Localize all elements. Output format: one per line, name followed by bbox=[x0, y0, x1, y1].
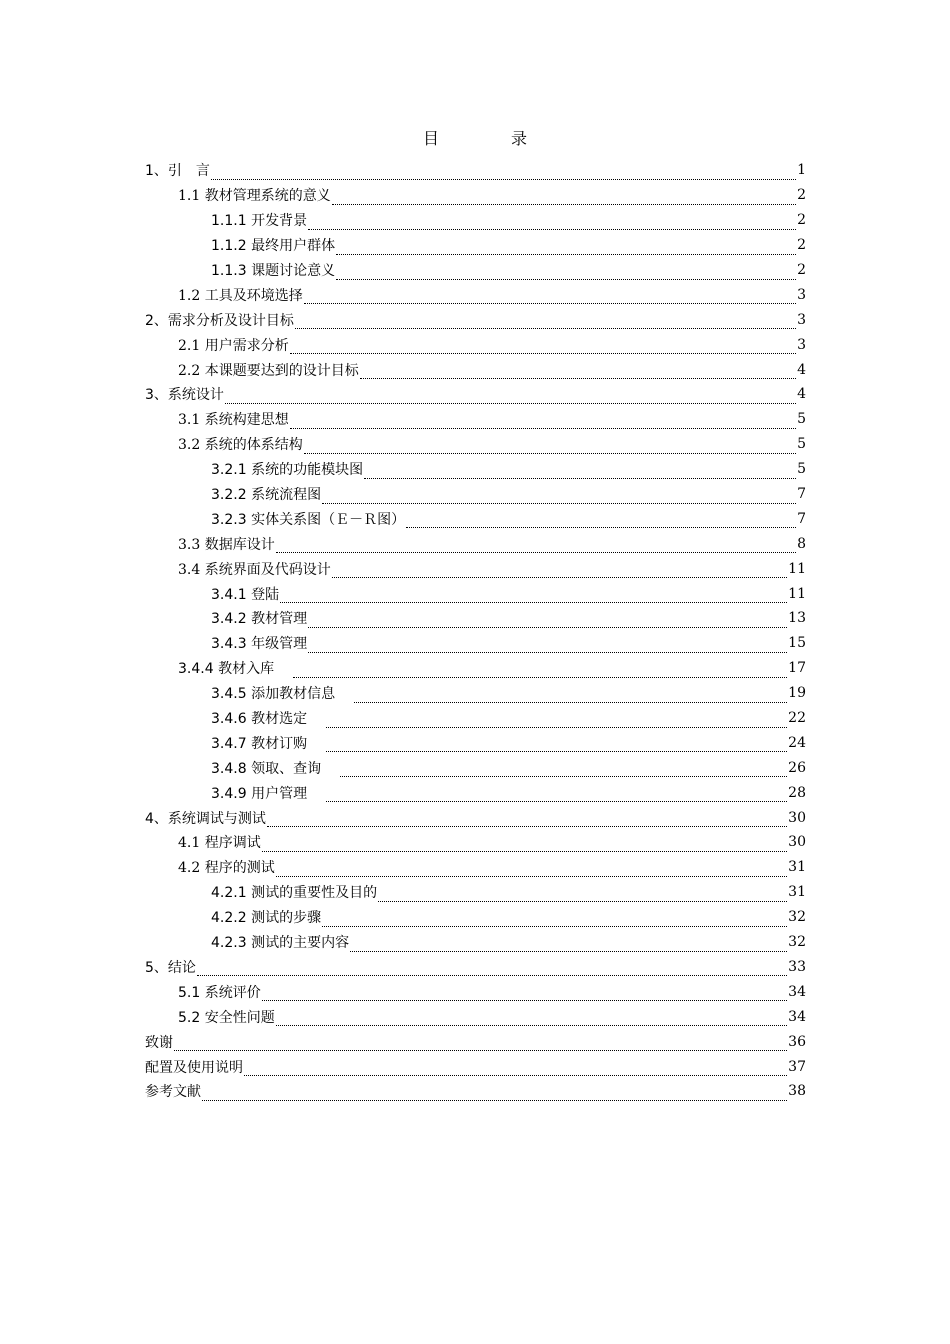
toc-entry-page-number: 34 bbox=[788, 1008, 806, 1025]
toc-entry-page-number: 5 bbox=[797, 461, 806, 478]
toc-entry-page-number: 38 bbox=[788, 1083, 806, 1100]
toc-entry-title: 参考文献 bbox=[145, 1084, 201, 1101]
toc-entry-title: 配置及使用说明 bbox=[145, 1059, 243, 1076]
toc-entry[interactable] bbox=[145, 258, 806, 283]
toc-entry-page-number: 2 bbox=[797, 212, 806, 229]
dot-leader bbox=[276, 862, 787, 877]
toc-entry-title: 3.1 系统构建思想 bbox=[178, 412, 289, 429]
toc-entry-page-number: 5 bbox=[797, 436, 806, 453]
toc-entry-title: 3.4.2 教材管理 bbox=[211, 611, 308, 628]
dot-leader bbox=[276, 538, 796, 553]
dot-leader bbox=[308, 613, 787, 628]
toc-entry-page-number: 31 bbox=[788, 859, 806, 876]
toc-entry[interactable] bbox=[145, 905, 806, 930]
toc-entry-page-number: 28 bbox=[788, 784, 806, 801]
toc-entry-title: 1、引 言 bbox=[145, 163, 210, 180]
dot-leader bbox=[354, 688, 787, 703]
toc-entry-title: 5、结论 bbox=[145, 959, 196, 976]
toc-entry-page-number: 32 bbox=[788, 909, 806, 926]
toc-entry-title: 3、系统设计 bbox=[145, 387, 224, 404]
toc-entry-title: 5.2 安全性问题 bbox=[178, 1009, 275, 1026]
dot-leader bbox=[326, 737, 787, 752]
toc-entry[interactable] bbox=[145, 1054, 806, 1079]
toc-entry-page-number: 2 bbox=[797, 262, 806, 278]
toc-entry[interactable] bbox=[145, 357, 806, 382]
dot-leader bbox=[290, 339, 796, 354]
toc-entry-title: 4.2 程序的测试 bbox=[178, 860, 275, 877]
toc-entry[interactable] bbox=[145, 581, 806, 606]
table-of-contents bbox=[145, 158, 806, 1104]
dot-leader bbox=[293, 663, 787, 678]
toc-entry[interactable] bbox=[145, 158, 806, 183]
toc-title: 目 录 bbox=[422, 129, 555, 148]
toc-entry[interactable] bbox=[145, 382, 806, 407]
toc-entry-page-number: 7 bbox=[797, 486, 806, 503]
toc-entry[interactable] bbox=[145, 407, 806, 432]
toc-entry-title: 1.2 工具及环境选择 bbox=[178, 287, 303, 304]
dot-leader bbox=[378, 887, 787, 902]
dot-leader bbox=[197, 961, 787, 976]
dot-leader bbox=[276, 1011, 787, 1026]
toc-entry-title: 3.4 系统界面及代码设计 bbox=[178, 561, 331, 578]
toc-entry-page-number: 4 bbox=[797, 386, 806, 403]
dot-leader bbox=[280, 588, 787, 603]
dot-leader bbox=[360, 364, 796, 379]
dot-leader bbox=[244, 1061, 787, 1076]
dot-leader bbox=[225, 389, 796, 404]
toc-entry-page-number: 1 bbox=[797, 162, 806, 179]
toc-entry-page-number: 36 bbox=[788, 1033, 806, 1050]
toc-entry[interactable] bbox=[145, 1004, 806, 1029]
dot-leader bbox=[350, 937, 787, 952]
toc-entry[interactable] bbox=[145, 1079, 806, 1104]
toc-entry-title: 致谢 bbox=[145, 1034, 173, 1051]
toc-entry-title: 2.1 用户需求分析 bbox=[178, 337, 289, 354]
toc-entry-page-number: 30 bbox=[788, 834, 806, 851]
toc-entry[interactable] bbox=[145, 755, 806, 780]
toc-entry-title: 3.4.9 用户管理 bbox=[211, 785, 308, 802]
toc-entry[interactable] bbox=[145, 208, 806, 233]
toc-entry-title: 2、需求分析及设计目标 bbox=[145, 312, 294, 329]
toc-entry[interactable] bbox=[145, 482, 806, 507]
toc-entry-title: 1.1 教材管理系统的意义 bbox=[178, 188, 331, 205]
toc-entry-page-number: 30 bbox=[788, 809, 806, 826]
dot-leader bbox=[304, 289, 796, 304]
dot-leader bbox=[308, 215, 796, 230]
toc-entry-page-number: 3 bbox=[797, 311, 806, 328]
toc-entry-title: 4.2.3 测试的主要内容 bbox=[211, 935, 350, 952]
toc-entry-title: 3.2.3 实体关系图（Ｅ－Ｒ图） bbox=[211, 511, 406, 528]
dot-leader bbox=[211, 165, 796, 180]
dot-leader bbox=[326, 787, 787, 802]
dot-leader bbox=[202, 1086, 787, 1101]
dot-leader bbox=[304, 439, 796, 454]
toc-entry[interactable] bbox=[145, 307, 806, 332]
toc-entry-title: 4.1 程序调试 bbox=[178, 835, 261, 852]
toc-entry-title: 3.3 数据库设计 bbox=[178, 536, 275, 553]
toc-entry[interactable] bbox=[145, 233, 806, 258]
dot-leader bbox=[336, 240, 796, 255]
toc-entry[interactable] bbox=[145, 656, 806, 681]
dot-leader bbox=[322, 912, 787, 927]
toc-entry-page-number: 19 bbox=[788, 685, 806, 702]
toc-entry-page-number: 3 bbox=[797, 336, 806, 353]
toc-entry-title: 1.1.3 课题讨论意义 bbox=[211, 263, 336, 279]
toc-entry[interactable] bbox=[145, 1029, 806, 1054]
toc-entry[interactable] bbox=[145, 805, 806, 830]
dot-leader bbox=[340, 762, 787, 777]
toc-entry[interactable] bbox=[145, 780, 806, 805]
dot-leader bbox=[290, 414, 796, 429]
toc-entry[interactable] bbox=[145, 556, 806, 581]
dot-leader bbox=[332, 563, 787, 578]
toc-entry-page-number: 22 bbox=[788, 710, 806, 727]
toc-entry-page-number: 2 bbox=[797, 237, 806, 254]
toc-entry[interactable] bbox=[145, 332, 806, 357]
toc-entry-title: 4.2.1 测试的重要性及目的 bbox=[211, 885, 378, 902]
toc-entry-title: 1.1.2 最终用户群体 bbox=[211, 238, 336, 255]
toc-entry-page-number: 31 bbox=[788, 884, 806, 901]
toc-entry[interactable] bbox=[145, 706, 806, 731]
toc-entry[interactable] bbox=[145, 506, 806, 531]
dot-leader bbox=[322, 489, 796, 504]
dot-leader bbox=[332, 190, 796, 205]
toc-entry-page-number: 24 bbox=[788, 734, 806, 751]
dot-leader bbox=[308, 638, 787, 653]
toc-entry[interactable] bbox=[145, 855, 806, 880]
toc-entry-page-number: 33 bbox=[788, 958, 806, 975]
toc-entry-page-number: 37 bbox=[788, 1058, 806, 1075]
toc-entry[interactable] bbox=[145, 457, 806, 482]
dot-leader bbox=[262, 986, 787, 1001]
dot-leader bbox=[364, 464, 796, 479]
toc-entry[interactable] bbox=[145, 606, 806, 631]
dot-leader bbox=[326, 713, 787, 728]
toc-entry-title: 3.4.4 教材入库 bbox=[178, 661, 275, 678]
toc-entry-title: 3.4.3 年级管理 bbox=[211, 636, 308, 653]
toc-entry-page-number: 3 bbox=[797, 286, 806, 303]
toc-entry-title: 3.4.6 教材选定 bbox=[211, 711, 308, 728]
dot-leader bbox=[336, 265, 796, 280]
toc-entry-page-number: 34 bbox=[788, 983, 806, 1000]
toc-entry-page-number: 2 bbox=[797, 187, 806, 204]
toc-entry-title: 3.4.7 教材订购 bbox=[211, 735, 308, 752]
toc-entry-page-number: 32 bbox=[788, 934, 806, 951]
toc-entry-page-number: 4 bbox=[797, 361, 806, 378]
toc-entry-title: 3.2.2 系统流程图 bbox=[211, 487, 322, 504]
toc-entry-page-number: 11 bbox=[788, 585, 806, 602]
toc-entry[interactable] bbox=[145, 183, 806, 208]
toc-entry-page-number: 13 bbox=[788, 610, 806, 627]
toc-entry-page-number: 11 bbox=[788, 560, 806, 577]
toc-entry[interactable] bbox=[145, 681, 806, 706]
toc-entry-title: 4、系统调试与测试 bbox=[145, 810, 266, 827]
toc-entry-title: 3.4.1 登陆 bbox=[211, 586, 280, 603]
toc-entry[interactable] bbox=[145, 955, 806, 980]
dot-leader bbox=[295, 314, 796, 329]
dot-leader bbox=[406, 513, 796, 528]
toc-entry-title: 3.4.8 领取、查询 bbox=[211, 760, 322, 777]
dot-leader bbox=[174, 1036, 787, 1051]
toc-entry[interactable] bbox=[145, 282, 806, 307]
toc-entry-page-number: 7 bbox=[797, 510, 806, 527]
toc-entry-title: 4.2.2 测试的步骤 bbox=[211, 910, 322, 927]
toc-entry[interactable] bbox=[145, 930, 806, 955]
toc-entry-title: 2.2 本课题要达到的设计目标 bbox=[178, 362, 359, 379]
dot-leader bbox=[267, 812, 787, 827]
toc-entry[interactable] bbox=[145, 830, 806, 855]
dot-leader bbox=[262, 837, 787, 852]
toc-entry-title: 3.4.5 添加教材信息 bbox=[211, 686, 336, 703]
toc-entry-page-number: 17 bbox=[788, 660, 806, 677]
toc-entry[interactable] bbox=[145, 979, 806, 1004]
toc-entry[interactable] bbox=[145, 631, 806, 656]
toc-entry-title: 3.2.1 系统的功能模块图 bbox=[211, 462, 364, 479]
toc-entry-title: 1.1.1 开发背景 bbox=[211, 213, 308, 230]
toc-entry[interactable] bbox=[145, 432, 806, 457]
toc-entry[interactable] bbox=[145, 531, 806, 556]
toc-entry-page-number: 8 bbox=[797, 535, 806, 552]
toc-entry-title: 5.1 系统评价 bbox=[178, 984, 261, 1001]
toc-entry-page-number: 5 bbox=[797, 411, 806, 428]
toc-entry[interactable] bbox=[145, 730, 806, 755]
toc-entry-page-number: 26 bbox=[788, 759, 806, 776]
toc-entry-title: 3.2 系统的体系结构 bbox=[178, 437, 303, 454]
toc-entry[interactable] bbox=[145, 880, 806, 905]
toc-entry-page-number: 15 bbox=[788, 635, 806, 652]
